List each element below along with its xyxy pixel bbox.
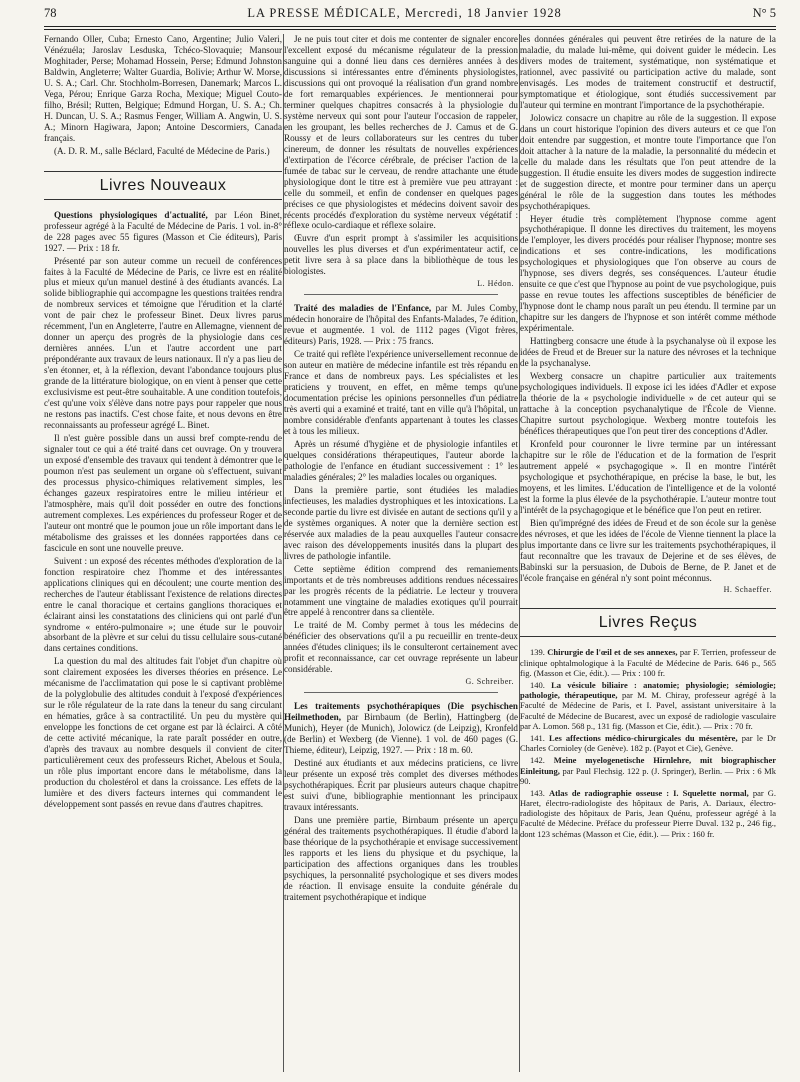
list-item xyxy=(520,647,776,678)
review-paragraph: Hattingberg consacre une étude à la psychanalyse où il expose les idées de Freud et de Breuer sur la nature des névroses et la technique de la psychanalyse. xyxy=(520,336,776,369)
review-paragraph: Présenté par son auteur comme un recueil de conférences faites à la Faculté de Médecine de Paris, ce livre est en réalité plus et mieux qu'un manuel destiné à des étudiants avancés. La solide bibliographie qui accompagne les questions traitées rendra de nombreux services et témoigne que l'érudition et la clarté vont de pair chez le professeur Binet. Deux livres parus récemment, l'un en Angleterre, l'autre en Allemagne, viennent de donner un aperçu des progrès de la physiologie dans ces dernières années. L'un et l'autre accordent une part prépondérante aux travaux de leurs nationaux. Il n'y a pas lieu de s'en étonner, et, à la réflexion, devant l'abondance toujours plus grande de la littérature biologique, on en vient à penser que cette exclusivisme est peut-être souhaitable. A une condition toutefois, c'est qu'une voix s'élève dans notre pays pour rappeler que nous ne restons pas inactifs. C'est chose faite, et nous devons en être reconnaissants au professeur agrégé L. Binet. xyxy=(44,255,282,431)
review-paragraph: les données générales qui peuvent être retirées de la nature de la maladie, du malade lui-même, qui doivent guider le médecin. Les divers modes de traitement, systématique, non systématique et rationnel, avec passivité ou participation active du malade, sont envisagés. Les modes de traitement constructif et destructif, symptomatique et étiologique, sont étudiés successivement par l'auteur qui termine en montrant l'importance de la psychothérapie. xyxy=(520,34,776,110)
review-heading xyxy=(44,210,282,254)
review-paragraph: Dans la première partie, sont étudiées les maladies infectieuses, les maladies dystrophiques et les intoxications. La seconde partie du livre est divisée en autant de sections qu'il y a de systèmes organiques. A noter que la dernière section est réservée aux maladies de la peau auxquelles l'auteur consacre avec raison des développements inusités dans la plupart des livres de pathologie infantile. xyxy=(284,484,518,561)
review-paragraph: La question du mal des altitudes fait l'objet d'un chapitre où sont clairement exposées les diverses théories en présence. Le mécanisme de l'acclimatation qui pose le si captivant problème de la polyglobulie des altitudes conduit à l'exposé d'expériences sur le rôle régulateur de la rate dans la teneur du sang circulant en hématies, grâce à sa contractilité. Un peu du mystère qui enveloppe les fonctions de cet organe est par là éclairci. A côté de cette activité mécanique, la rate paraît posséder en outre, d'après des travaux au nombre desquels il convient de citer particulièrement ceux des professeurs Richet, Abelous et Soula, un rôle plus important encore dans le métabolisme, dans la production du cholestérol et dans la croissance. Les effets de la lumière et des divers facteurs internes qui commandent le développement sont passés en revue dans d'autres chapitres. xyxy=(44,656,282,809)
entry-number: 143. xyxy=(530,787,545,798)
review-questions-physiologiques-continued xyxy=(284,34,518,288)
book-title: Atlas de radiographie osseuse : I. Squelette normal, xyxy=(548,787,749,798)
review-questions-physiologiques xyxy=(44,210,282,810)
list-item xyxy=(520,788,776,839)
book-title: Traité des maladies de l'Enfance, xyxy=(294,303,432,314)
review-paragraph: Destiné aux étudiants et aux médecins praticiens, ce livre leur présente un exposé très complet des diverses méthodes psychothérapiques. Écrit par plusieurs auteurs chaque chapitre est suivi d'une, bibliographie mentionnant les principaux travaux intéressants. xyxy=(284,758,518,812)
review-paragraph: Le traité de M. Comby permet à tous les médecins de bénéficier des observations qu'il a pu recueillir en trente-deux années d'études cliniques; ils le consulteront certainement avec profit et reconnaissance, car cet ouvrage représente un labeur considérable. xyxy=(284,620,518,675)
book-title: La vésicule biliaire : anatomie; physiologie; sémiologie; pathologie, thérapeutique, xyxy=(520,680,776,701)
list-item xyxy=(520,755,776,786)
review-paragraph: Heyer étudie très complètement l'hypnose comme agent psychothérapique. Il donne les directives du traitement, les moyens de l'employer, les divers procédés pour réaliser l'hypnose; montre ses indications et ses contre-indications, les modifications psychologiques et physiologiques que l'on observe au cours de l'hypnose, ses divers degrés, ses conséquences. L'auteur étudie ensuite ce que c'est que l'hypnose au point de vue psychologique, puis passe en revue toutes les affections susceptibles de bénéficier de l'hypnose dont le champ nous paraît un peu étendu. Il termine par un chapitre sur les dangers de l'hypnose et son intérêt comme méthode expérimentale. xyxy=(520,213,776,334)
book-details: par le Dr Charles Cornioley (de Genève). 182 p. (Payot et Cie), Genève. xyxy=(520,732,776,754)
entry-number: 142. xyxy=(530,755,545,766)
review-paragraph: Cette septième édition comprend des remaniements importants et de très nombreuses additions rendues nécessaires par les progrès récents de la pédiatrie. Le lecteur y trouvera notamment une vingtaine de maladies exotiques qu'il pourrait être appelé à rencontrer dans sa clientèle. xyxy=(284,563,518,618)
intro-paragraph: Fernando Oller, Cuba; Ernesto Cano, Argentine; Julio Valeri, Vénézuéla; Jaroslav Lesduska, Tchéco-Slovaquie; Mansour Moghitader, Perse; Mohamad Hossein, Perse; Edmund Johnston Baldwin, Angleterre; Walter Guardia, Bolivie; Arthur W. Morse, U. S. A.; Carl. Chr. Stochholm-Borresen, Danemark; Marcos L. Vega, Pérou; Enrique Garza Rocha, Mexique; Miguel Couto-filho, Brésil; Rutten, Belgique; Edmund Horgan, U. S. A.; Ch. H. Duncan, U. S. A.; Rasmus Fenger, William A. Angwin, U. S. A.; Minorn Hagiwara, Japon; Antoine Descormiers, Canada français. xyxy=(44,34,282,143)
review-paragraph: Wexberg consacre un chapitre particulier aux traitements psychologiques individuels. Il expose ici les idées d'Adler et expose la théorie de la « psychologie individuelle » de cet auteur qui se rattache à la conception psychanalytique de l'École de Vienne. Chapitre surtout psychologique. Wexberg montre toutefois les bénéfices thérapeutiques que l'on peut tirer des conceptions d'Adler. xyxy=(520,371,776,436)
book-title: Questions physiologiques d'actualité, xyxy=(54,209,208,220)
entry-number: 139. xyxy=(530,647,545,658)
book-details: par M. Jules Comby, médecin honoraire de l'hôpital des Enfants-Malades, 7e édition, revue et augmentée. 1 vol. de 1112 pages (Vigot frères, éditeurs) Paris, 1928. — Prix : 75 francs. xyxy=(284,303,518,347)
review-traitements-psychotherapiques-continued xyxy=(520,34,776,594)
book-details: par Léon Binet, professeur agrégé à la Faculté de Médecine de Paris. 1 vol. in-8° de 228 pages avec 55 figures (Masson et Cie éditeurs), Paris 1927. — Prix : 18 fr. xyxy=(44,209,282,253)
section-title: Livres Nouveaux xyxy=(99,176,227,194)
book-title: Les traitements psychothérapiques (Die psychischen Heilmethoden, xyxy=(284,701,518,723)
list-item xyxy=(520,680,776,731)
review-paragraph: Ce traité qui reflète l'expérience universellement reconnue de son auteur en matière de médecine infantile est très répandu en France et dans de nombreux pays. Les spécialistes et les praticiens y trouvent, en effet, en même temps qu'une documentation précise les opinions personnelles d'un pédiatre très averti qui a examiné et traité, tant en ville qu'à l'hôpital, un nombre considérable d'enfants appartenant à toutes les classes et à tous les milieux. xyxy=(284,349,518,436)
book-details: par G. Haret, électro-radiologiste des hôpitaux de Paris, A. Dariaux, électro-radiologiste des hôpitaux de Paris, Jean Quénu, professeur agrégé à la Faculté de Médecine. Préface du professeur Pierre Duval. 132 p., 246 fig., dont 123 schémas (Masson et Cie, édit.). — Prix : 160 fr. xyxy=(520,787,776,839)
received-books-list xyxy=(520,647,776,838)
review-paragraph: Je ne puis tout citer et dois me contenter de signaler encore l'excellent exposé du mécanisme régulateur de la pression sanguine qui a donné lieu dans ces dernières années à des discussions si intéressantes entre d'éminents physiologistes, discussions qui ont provoqué la réalisation d'un grand nombre de fort remarquables expériences. Je mentionnerai pour terminer quelques chapitres consacrés à la physiologie du système nerveux qui sont pour l'auteur l'occasion de rappeler, en les groupant, les belles recherches de J. Camus et de G. Roussy et de leurs collaborateurs sur les centres du tuber cinereum, de donner les résultats de nouvelles expériences d'extirpation de l'écorce cérébrale, de préciser l'action de la fumée de tabac sur le cerveau, de rendre attachante une étude physiologique dont le titre est à première vue peu attrayant : celle du sommeil, et enfin de condenser en quelques pages précises ce que physiologistes et médecins doivent savoir des récents procédés d'exploration du système nerveux végétatif : réflexe oculo-cardiaque et réflexe solaire. xyxy=(284,34,518,231)
review-traitements-psychotherapiques xyxy=(284,701,518,902)
list-item xyxy=(520,733,776,753)
review-paragraph: Il n'est guère possible dans un aussi bref compte-rendu de signaler tout ce qui a été traité dans cet ouvrage. On y trouvera un exposé d'ensemble des travaux qui tendent à démontrer que le poumon n'est pas seulement un organe où s'effectuent, suivant des processus physico-chimiques relativement simples, les échanges gazeux respiratoires entre le milieu intérieur et l'atmosphère, mais qu'il doit posséder en outre des fonctions autrement complexes. Les expériences du professeur Roger et de l'auteur ont montré que le poumon joue un rôle important dans le métabolisme des graisses et les données rapportées dans ce fascicule en sont une nouvelle preuve. xyxy=(44,433,282,553)
book-details: par F. Terrien, professeur de clinique ophtalmologique à la Faculté de Médecine de Paris. 646 p., 565 fig. (Masson et Cie, édit.). — Prix : 100 fr. xyxy=(520,647,776,678)
page-header xyxy=(44,6,776,26)
entry-number: 140. xyxy=(530,680,545,691)
column-2 xyxy=(284,34,518,1074)
issue-number: N° 5 xyxy=(752,6,776,20)
book-details: par M. M. Chiray, professeur agrégé à la Faculté de Médecine de Paris, et I. Pavel, assistant universitaire à la Faculté de Médecine de Bucarest, avec un exposé de radiologie vasculaire par A. Lomon. 568 p., 131 fig. (Masson et Cie, édit.). — Prix : 70 fr. xyxy=(520,690,776,731)
review-signature: L. Hédon. xyxy=(477,279,514,289)
review-paragraph: Kronfeld pour couronner le livre termine par un intéressant chapitre sur le rôle de l'éducation et de la formation de l'esprit autrement appelé « psychagogique ». Il en montre l'intérêt psychologique et psychothérapique, en précise la base, le but, les moyens, et les limites. L'éducation de l'intelligence et de la volonté est la forme la plus élevée de la psychothérapie. L'auteur montre tout l'intérêt de la psychagogique et le bénéfice que l'on peut en retirer. xyxy=(520,438,776,515)
review-paragraph: Bien qu'imprégné des idées de Freud et de son école sur la genèse des névroses, et que les idées de l'école de Vienne tiennent la place la plus importante dans ce livre sur les traitements psychothérapiques, il faut reconnaître que les travaux de Dejerine et de ses élèves, de Babinski sur la persuasion, de Dubois de Berne, de P. Janet et de l'école française en général n'y sont point méconnus. xyxy=(520,517,776,583)
review-heading xyxy=(284,701,518,756)
section-header-livres-nouveaux xyxy=(44,171,282,200)
review-paragraph: Œuvre d'un esprit prompt à s'assimiler les acquisitions nouvelles les plus diverses et d'un expérimentateur actif, ce petit livre sera à sa place dans la bibliothèque de tous les biologistes. xyxy=(284,233,518,277)
header-rule xyxy=(44,26,776,30)
section-header-livres-recus xyxy=(520,608,776,637)
review-signature: H. Schaeffer. xyxy=(723,585,772,595)
address-note: (A. D. R. M., salle Béclard, Faculté de Médecine de Paris.) xyxy=(54,145,270,156)
review-signature: G. Schreiber. xyxy=(465,677,514,687)
review-paragraph: Dans une première partie, Birnbaum présente un aperçu général des traitements psychothérapiques. Il étudie d'abord la base théorique de la psychothérapie et envisage successivement les rapports et les liens du physique et du psychique, la participation des affections organiques dans les troubles psychiques, la personnalité psychologique et ses divers modes de réaction. Il envisage ensuite la conduite générale du traitement psychothérapique et indique xyxy=(284,814,518,902)
page-number: 78 xyxy=(44,6,57,20)
review-heading xyxy=(284,303,518,347)
book-title: Meine myelogenetische Hirnlehre, mit biographischer Einleitung, xyxy=(520,755,776,776)
book-title: Les affections médico-chirurgicales du mésentère, xyxy=(549,732,738,743)
journal-title: LA PRESSE MÉDICALE, Mercredi, 18 Janvier 1928 xyxy=(247,6,562,20)
book-details: par Paul Flechsig. 122 p. (J. Springer), Berlin. — Prix : 6 Mk 90. xyxy=(520,765,776,786)
review-paragraph: Jolowicz consacre un chapitre au rôle de la suggestion. Il expose dans un court historique l'opinion des divers auteurs et ce que l'on doit entendre par suggestion, et montre toute l'importance que l'on doit attacher à la nature de la maladie, la personnalité du médecin et celle du malade dans les résultats que l'on peut attendre de la suggestion. Il étudie ensuite les divers modes de suggestion indirecte et de suggestion directe, et montre pour terminer dans un aperçu général le rôle de la suggestion dans toutes les méthodes psychothérapiques. xyxy=(520,112,776,211)
column-3 xyxy=(520,34,776,1074)
review-maladies-enfance xyxy=(284,303,518,686)
section-title: Livres Reçus xyxy=(598,614,698,632)
review-separator xyxy=(304,294,498,295)
review-paragraph: Après un résumé d'hygiène et de physiologie infantiles et quelques considérations thérapeutiques, l'auteur aborde la pathologie de l'enfance en étudiant successivement : 1° les maladies générales; 2° les maladies locales ou organiques. xyxy=(284,438,518,482)
review-paragraph: Suivent : un exposé des récentes méthodes d'exploration de la fonction respiratoire chez l'homme et des intéressantes applications cliniques qui en découlent; une courte mention des recherches de l'auteur établissant l'existence de relations directes entre le canal thoracique et certains ganglions thoraciques et éclairant ainsi les constatations des cliniciens qui ont parlé d'un syndrome « entéro-pulmonaire »; une étude sur le pouvoir absorbant de la plèvre et sur celui du tissu cellulaire sous-cutané dans certaines conditions. xyxy=(44,555,282,654)
entry-number: 141. xyxy=(530,732,545,743)
review-separator xyxy=(304,692,498,693)
column-1 xyxy=(44,34,282,1074)
book-details: par Birnbaum (de Berlin), Hattingberg (de Munich), Heyer (de Munich), Jolowicz (de Leipzig), Kronfeld (de Berlin) et Wexberg (de Vienne). 1 vol. de 460 pages (G. Thieme, éditeur), Leipzig, 1927. — Prix : 18 m. 60. xyxy=(284,712,518,756)
book-title: Chirurgie de l'œil et de ses annexes, xyxy=(547,647,678,658)
